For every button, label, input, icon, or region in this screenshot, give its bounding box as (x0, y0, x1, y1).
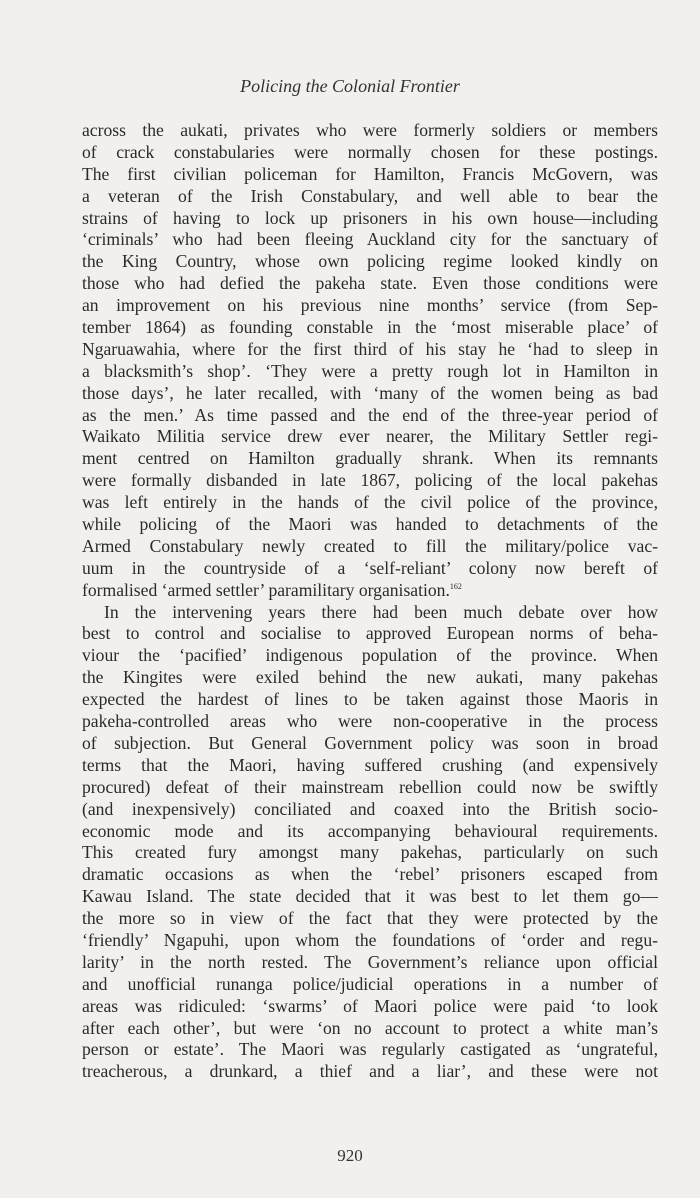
text-line: strains of having to lock up prisoners in his own house—including (82, 207, 658, 228)
text-line: as the men.’ As time passed and the end of the three-year period of (82, 404, 658, 425)
text-line: expected the hardest of lines to be taken against those Maoris in (82, 689, 658, 710)
text-line: while policing of the Maori was handed to detachments of the (82, 514, 658, 535)
text-line: ‘friendly’ Ngapuhi, upon whom the foundations of ‘order and regu- (82, 929, 658, 950)
footnote-marker[interactable]: 162 (449, 581, 462, 591)
text-line: Ngaruawahia, where for the first third of his stay he ‘had to sleep in (82, 338, 658, 359)
text-line: after each other’, but were ‘on no account to protect a white man’s (82, 1017, 658, 1038)
text-line-content: formalised ‘armed settler’ paramilitary organisation. (82, 579, 450, 600)
text-line: person or estate’. The Maori was regularly castigated as ‘ungrateful, (82, 1039, 658, 1060)
text-line: ment centred on Hamilton gradually shrank. When its remnants (82, 448, 658, 469)
text-line: procured) defeat of their mainstream rebellion could now be swiftly (82, 776, 658, 797)
text-line: tember 1864) as founding constable in the ‘most miserable place’ of (82, 317, 658, 338)
text-line: an improvement on his previous nine months’ service (from Sep- (82, 295, 658, 316)
text-line: and unofficial runanga police/judicial operations in a number of (82, 973, 658, 994)
text-line: those days’, he later recalled, with ‘many of the women being as bad (82, 382, 658, 403)
text-line: ‘criminals’ who had been fleeing Auckland city for the sanctuary of (82, 229, 658, 250)
text-line: This created fury amongst many pakehas, particularly on such (82, 842, 658, 863)
text-line: terms that the Maori, having suffered crushing (and expensively (82, 754, 658, 775)
text-line: a blacksmith’s shop’. ‘They were a pretty rough lot in Hamilton in (82, 360, 658, 381)
text-line: those who had defied the pakeha state. Even those conditions were (82, 273, 658, 294)
text-line: Armed Constabulary newly created to fill the military/police vac- (82, 535, 658, 556)
text-line: were formally disbanded in late 1867, policing of the local pakehas (82, 470, 658, 491)
text-line-last (82, 580, 658, 602)
paragraph-1 (82, 120, 658, 602)
body-text (82, 120, 658, 1083)
text-line: across the aukati, privates who were formerly soldiers or members (82, 120, 658, 140)
text-line: was left entirely in the hands of the civil police of the province, (82, 492, 658, 513)
text-line: The first civilian policeman for Hamilton, Francis McGovern, was (82, 163, 658, 184)
text-line: viour the ‘pacified’ indigenous population of the province. When (82, 645, 658, 666)
text-line: Kawau Island. The state decided that it was best to let them go— (82, 886, 658, 907)
text-line: of crack constabularies were normally chosen for these postings. (82, 141, 658, 162)
text-line: treacherous, a drunkard, a thief and a liar’, and these were not (82, 1061, 658, 1082)
text-line: areas was ridiculed: ‘swarms’ of Maori police were paid ‘to look (82, 995, 658, 1016)
text-line: economic mode and its accompanying behavioural requirements. (82, 820, 658, 841)
text-line: the King Country, whose own policing regime looked kindly on (82, 251, 658, 272)
running-head: Policing the Colonial Frontier (240, 76, 460, 96)
text-line: the Kingites were exiled behind the new aukati, many pakehas (82, 667, 658, 688)
page-number: 920 (337, 1146, 363, 1165)
text-line: the more so in view of the fact that they were protected by the (82, 908, 658, 929)
text-line: larity’ in the north rested. The Government’s reliance upon official (82, 951, 658, 972)
text-line: pakeha-controlled areas who were non-cooperative in the process (82, 711, 658, 732)
paragraph-2 (82, 602, 658, 1084)
text-line: Waikato Militia service drew ever nearer, the Military Settler regi- (82, 426, 658, 447)
text-line: best to control and socialise to approved European norms of beha- (82, 623, 658, 644)
text-line: uum in the countryside of a ‘self-reliant’ colony now bereft of (82, 557, 658, 578)
text-line: a veteran of the Irish Constabulary, and well able to bear the (82, 185, 658, 206)
text-line: (and inexpensively) conciliated and coaxed into the British socio- (82, 798, 658, 819)
text-line-indented: In the intervening years there had been much debate over how (104, 601, 658, 622)
text-line: of subjection. But General Government policy was soon in broad (82, 732, 658, 753)
text-line: dramatic occasions as when the ‘rebel’ prisoners escaped from (82, 864, 658, 885)
